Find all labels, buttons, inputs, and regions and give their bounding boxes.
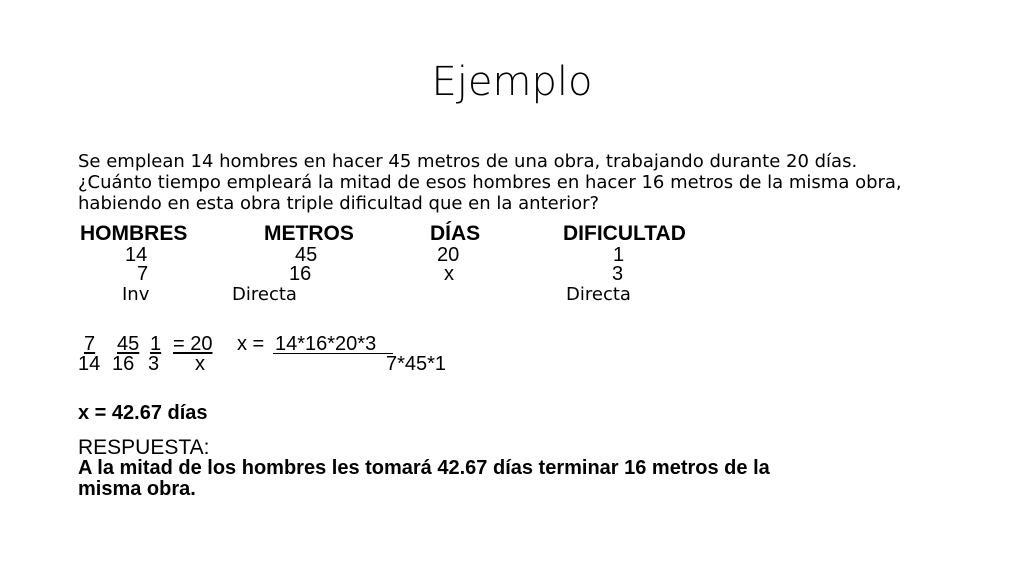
header-metros: METROS (264, 222, 354, 245)
slide-title: Ejemplo (431, 59, 593, 105)
fraction-bar (273, 353, 393, 354)
hombres-value-1: 14 (125, 244, 148, 266)
hombres-value-2: 7 (137, 263, 149, 285)
denominator-dificultad: 3 (148, 353, 160, 375)
x-numerator: 14*16*20*3 (275, 333, 377, 355)
relation-dificultad: Directa (566, 284, 631, 305)
dias-value-2: x (444, 263, 454, 285)
x-denominator: 7*45*1 (386, 353, 447, 375)
x-equals-label: x = (237, 333, 265, 355)
answer-label: RESPUESTA: (78, 436, 210, 459)
relation-hombres: Inv (122, 284, 150, 305)
header-dificultad: DIFICULTAD (563, 222, 686, 245)
header-dias: DÍAS (430, 222, 481, 245)
result-line: x = 42.67 días (78, 402, 208, 424)
dificultad-value-1: 1 (613, 244, 625, 266)
denominator-hombres: 14 (78, 353, 101, 375)
numerator-metros: 45 (117, 333, 140, 355)
problem-line-3: habiendo en esta obra triple dificultad que en la anterior? (78, 193, 600, 214)
problem-line-2: ¿Cuánto tiempo empleará la mitad de esos hombres en hacer 16 metros de la misma obra, (78, 172, 902, 193)
relation-metros: Directa (232, 284, 297, 305)
denominator-metros: 16 (112, 353, 135, 375)
denominator-dias: x (195, 353, 205, 375)
metros-value-1: 45 (295, 244, 318, 266)
numerator-hombres: 7 (84, 333, 96, 355)
problem-line-1: Se emplean 14 hombres en hacer 45 metros de una obra, trabajando durante 20 días. (78, 151, 858, 172)
answer-block (78, 437, 958, 500)
metros-value-2: 16 (289, 263, 312, 285)
answer-line-2: misma obra. (78, 478, 196, 500)
numerator-dificultad: 1 (150, 333, 162, 355)
header-hombres: HOMBRES (80, 222, 188, 245)
problem-statement (78, 151, 978, 214)
numerator-dias: = 20 (173, 333, 213, 355)
answer-line-1: A la mitad de los hombres les tomará 42.67 días terminar 16 metros de la (78, 457, 770, 479)
dificultad-value-2: 3 (612, 263, 624, 285)
dias-value-1: 20 (437, 244, 460, 266)
